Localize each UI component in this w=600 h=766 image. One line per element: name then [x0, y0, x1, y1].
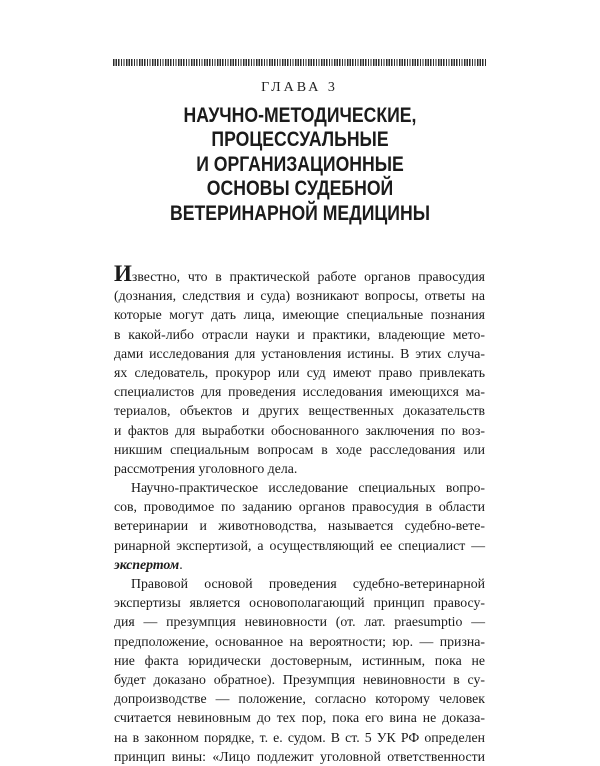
text-line: предположение, основанное на вероятности; юр. — призна-: [114, 633, 485, 649]
chapter-title-line: ПРОЦЕССУАЛЬНЫЕ: [211, 127, 389, 152]
chapter-title-line: И ОРГАНИЗАЦИОННЫЕ: [196, 151, 404, 176]
chapter-title-line: НАУЧНО-МЕТОДИЧЕСКИЕ,: [183, 103, 417, 127]
text-fragment: звестно, что в практической работе органов правосудия: [131, 269, 485, 284]
text-line: ях следователь, прокурор или суд имеют право привлекать: [114, 364, 485, 380]
body-text: [114, 261, 485, 766]
text-fragment: .: [179, 556, 183, 572]
text-line: допроизводстве — положение, согласно которому человек: [114, 691, 485, 707]
text-line: никшим специальным вопросам в ходе расследования или: [114, 441, 485, 457]
text-line: ние факта юридически достоверным, истинным, пока не: [114, 652, 485, 668]
chapter-label: ГЛАВА 3: [261, 80, 338, 95]
emphasized-term: экспертом: [114, 556, 180, 572]
paragraph-3: [114, 574, 485, 766]
text-line: Научно-практическое исследование специальных вопро-: [131, 480, 485, 496]
decorative-top-rule: [113, 59, 486, 66]
paragraph-2: [114, 478, 485, 574]
text-line: специалистов для проведения исследования имеющихся ма-: [114, 384, 485, 400]
paragraph-1: [114, 261, 485, 478]
text-line: и фактов для выработки обоснованного заключения по воз-: [114, 422, 485, 438]
text-line: которые могут дать лица, имеющие специальные познания: [114, 307, 485, 323]
chapter-title-line: ВЕТЕРИНАРНОЙ МЕДИЦИНЫ: [170, 200, 430, 225]
text-line: (дознания, следствия и суда) возникают вопросы, ответы на: [114, 288, 485, 304]
text-line: ринарной экспертизой, а осуществляющий ее специалист —: [114, 537, 485, 553]
text-line: будет доказано обратное). Презумпция невиновности в су-: [114, 671, 485, 687]
text-line: экспертизы является основополагающий принцип правосу-: [114, 595, 485, 611]
drop-cap: И: [114, 261, 132, 286]
chapter-title-line: ОСНОВЫ СУДЕБНОЙ: [206, 176, 394, 201]
text-line: ветеринарии и животноводства, называется судебно-вете-: [114, 518, 485, 534]
text-line: считается невиновным до тех пор, пока его вина не доказа-: [114, 710, 485, 726]
text-line: [114, 555, 485, 574]
text-line: дами исследования для установления истины. В этих случа-: [114, 345, 485, 361]
text-line: дия — презумпция невиновности (от. лат. praesumptio —: [114, 614, 485, 630]
text-line: рассмотрения уголовного дела.: [114, 460, 298, 476]
text-line: Правовой основой проведения судебно-ветеринарной: [131, 576, 485, 591]
chapter-title: [136, 103, 464, 225]
text-line: на в законном порядке, т. е. судом. В ст. 5 УК РФ определен: [114, 729, 485, 745]
text-line: териалов, объектов и других вещественных доказательств: [114, 403, 485, 419]
text-line: [114, 261, 485, 286]
text-line: в какой-либо отрасли науки и практики, владеющие мето-: [114, 326, 485, 342]
text-line: принцип вины: «Лицо подлежит уголовной ответственности: [114, 748, 485, 764]
text-line: сов, проводимое по заданию органов правосудия в области: [114, 499, 485, 515]
